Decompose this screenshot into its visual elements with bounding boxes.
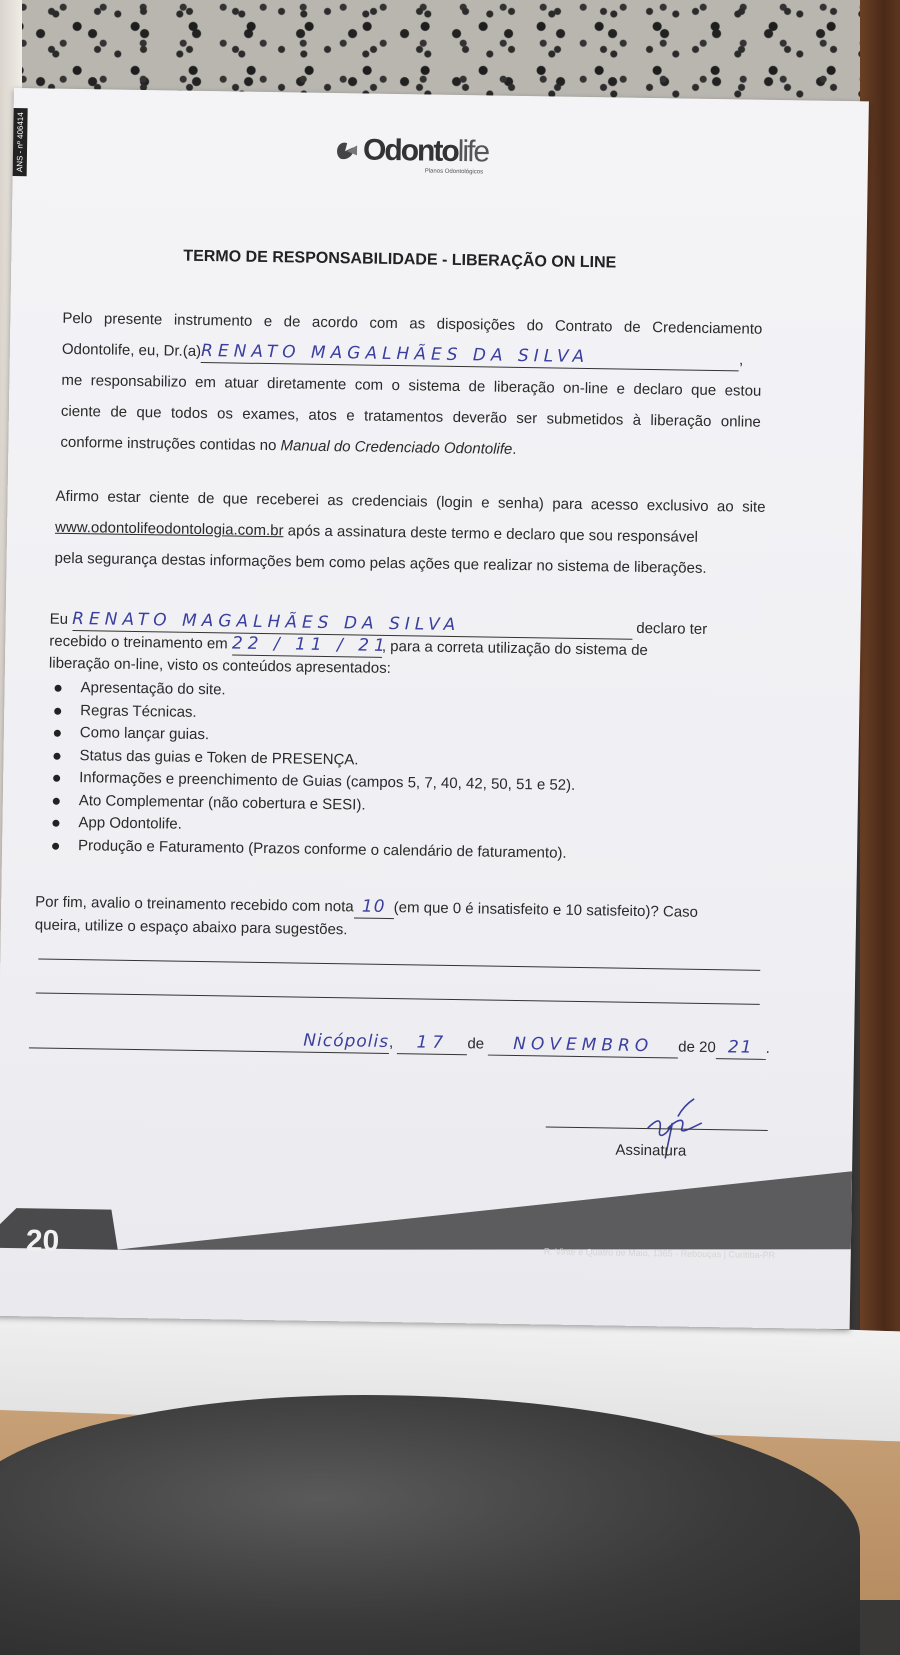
paragraph-credentials: Afirmo estar ciente de que receberei as credenciais (login e senha) para acesso exclusivo ao site www.odontolifeodontologia.com.br após a assinatura deste termo e declaro que sou responsável pela segurança destas informações bem como pelas ações que realizar no sistema de liberações.: [54, 487, 766, 577]
dentist-name-field: RENATO MAGALHÃES DA SILVA: [201, 341, 739, 371]
rating-field: 10: [353, 896, 393, 919]
month-field: NOVEMBRO: [488, 1034, 678, 1059]
day-field: 17: [397, 1032, 467, 1055]
odontolife-logo: [333, 133, 554, 180]
list-item: Status das guias e Token de PRESENÇA.: [47, 744, 575, 775]
list-item: App Odontolife.: [46, 812, 574, 843]
list-item: Informações e preenchimento de Guias (campos 5, 7, 40, 42, 50, 51 e 52).: [47, 767, 575, 798]
document-page: [0, 88, 869, 1329]
city-field: Nicópolis: [29, 1026, 389, 1054]
site-link[interactable]: www.odontolifeodontologia.com.br: [54, 518, 284, 540]
ans-code: ANS - nº 406414: [13, 108, 28, 176]
list-item: Ato Complementar (não cobertura e SESI).: [47, 789, 575, 820]
list-item: Como lançar guias.: [48, 722, 576, 753]
suggestion-line-2: [36, 992, 760, 1004]
logo-wordmark: Odontolife: [362, 133, 489, 169]
paragraph-declaration: Pelo presente instrumento e de acordo com as disposições do Contrato de Credenciamento Odontolife, eu, Dr.(a)RENATO MAGALHÃES DA SILVA , me responsabilizo em atuar diretamente com o sistema de liberação on-line e declaro que estou ciente de que todos os exames, atos e tratamentos deverão ser submetidos à liberação online conforme instruções contidas no Manual do Credenciado Odontolife.: [60, 309, 763, 458]
date-line: Nicópolis, 17 de NOVEMBRO de 20 21 .: [29, 1026, 789, 1060]
footer-address: R. Vinte e Quatro de Maio, 1365 - Rebouças | Curitiba-PR: [543, 1246, 776, 1261]
signature-label: Assinatura: [615, 1141, 687, 1160]
tooth-logo-icon: [333, 139, 361, 163]
list-item: Apresentação do site.: [48, 677, 576, 708]
trainee-name-field: RENATO MAGALHÃES DA SILVA: [72, 609, 632, 640]
list-item: Produção e Faturamento (Prazos conforme o calendário de faturamento).: [46, 834, 574, 865]
page-number: 20: [25, 1224, 60, 1258]
training-date-field: 22 / 11 / 21: [231, 633, 391, 656]
suggestion-line-1: [38, 958, 760, 970]
paragraph-rating: Por fim, avalio o treinamento recebido com nota 10 (em que 0 é insatisfeito e 10 satisfeito)? Caso queira, utilize o espaço abaixo para sugestões.: [34, 893, 699, 939]
logo-tagline: Planos Odontológicos: [424, 168, 484, 176]
year-field: 21: [716, 1037, 766, 1060]
topics-list: [46, 677, 577, 865]
paragraph-training: Eu RENATO MAGALHÃES DA SILVA declaro ter recebido o treinamento em 22 / 11 / 21, para a correta utilização do sistema de liberação on-line, visto os conteúdos apresentados:: [48, 608, 708, 677]
list-item: Regras Técnicas.: [48, 699, 576, 730]
document-title: TERMO DE RESPONSABILIDADE - LIBERAÇÃO ON LINE: [183, 247, 617, 272]
